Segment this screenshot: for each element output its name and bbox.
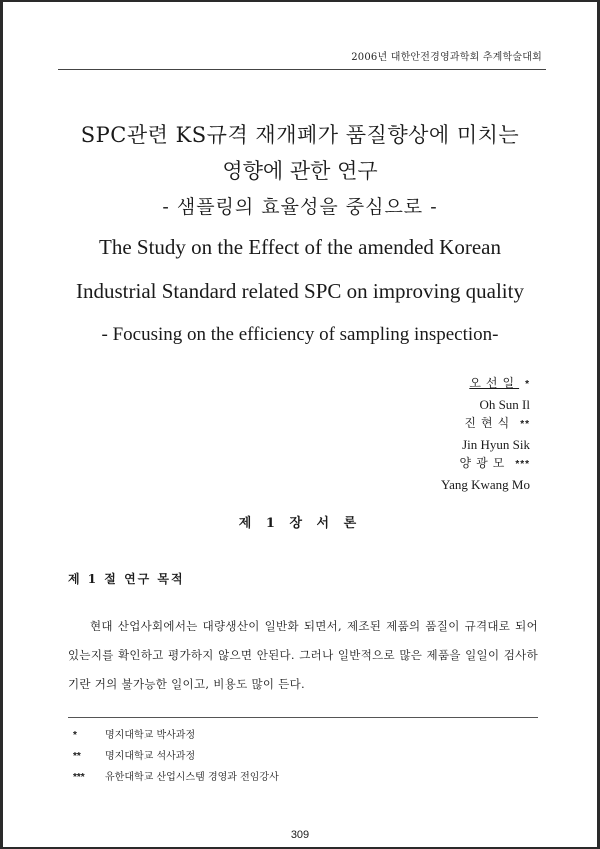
chapter-heading: 제 1 장 서 론 [238, 516, 362, 531]
korean-title-line-2: 영향에 관한 연구 [222, 159, 378, 183]
author-korean-name: 양광모 *** [459, 456, 530, 470]
english-title-line-1: The Study on the Effect of the amended Korean [99, 235, 501, 259]
author-korean-name: 진현식 ** [464, 416, 530, 430]
header-rule [58, 69, 546, 70]
author-mark: ** [520, 419, 530, 430]
footnote-mark: ** [73, 751, 81, 762]
footnote [73, 746, 279, 767]
running-header: 2006년 대한안전경영과학회 추계학술대회 [351, 52, 542, 63]
english-subtitle: - Focusing on the efficiency of sampling inspection- [101, 324, 499, 345]
footnote-text: 유한대학교 산업시스템 경영과 전임강사 [105, 772, 279, 783]
english-title-line-2: Industrial Standard related SPC on improving quality [76, 279, 524, 303]
author-english-name: Oh Sun Il [479, 396, 530, 412]
page-number: 309 [290, 829, 310, 841]
footnote-mark: * [73, 730, 77, 741]
author-korean-name: 오선일 * [469, 376, 530, 390]
author-english-name: Yang Kwang Mo [441, 476, 530, 492]
footnote-text: 명지대학교 박사과정 [105, 730, 196, 741]
scan-border-top [0, 0, 600, 2]
body-paragraph: 현대 산업사회에서는 대량생산이 일반화 되면서, 제조된 제품의 품질이 규격대로 되어있는지를 확인하고 평가하지 않으면 안된다. 그러나 일반적으로 많은 제품을 일일이 검사하기란 거의 불가능한 일이고, 비용도 많이 든다. [68, 619, 538, 691]
korean-subtitle: - 샘플링의 효율성을 중심으로 - [162, 196, 438, 218]
section-heading: 제 1 절 연구 목적 [68, 572, 185, 586]
footnotes [73, 725, 279, 788]
author-mark: * [525, 379, 530, 390]
author-mark: *** [515, 459, 530, 470]
korean-title-line-1: SPC관련 KS규격 재개폐가 품질향상에 미치는 [80, 123, 520, 147]
footnote-rule [68, 717, 538, 718]
author-block [441, 374, 530, 494]
footnote [73, 725, 279, 746]
footnote [73, 767, 279, 788]
footnote-text: 명지대학교 석사과정 [105, 751, 196, 762]
author-english-name: Jin Hyun Sik [462, 436, 530, 452]
title-block [0, 118, 600, 354]
footnote-mark: *** [73, 772, 85, 783]
